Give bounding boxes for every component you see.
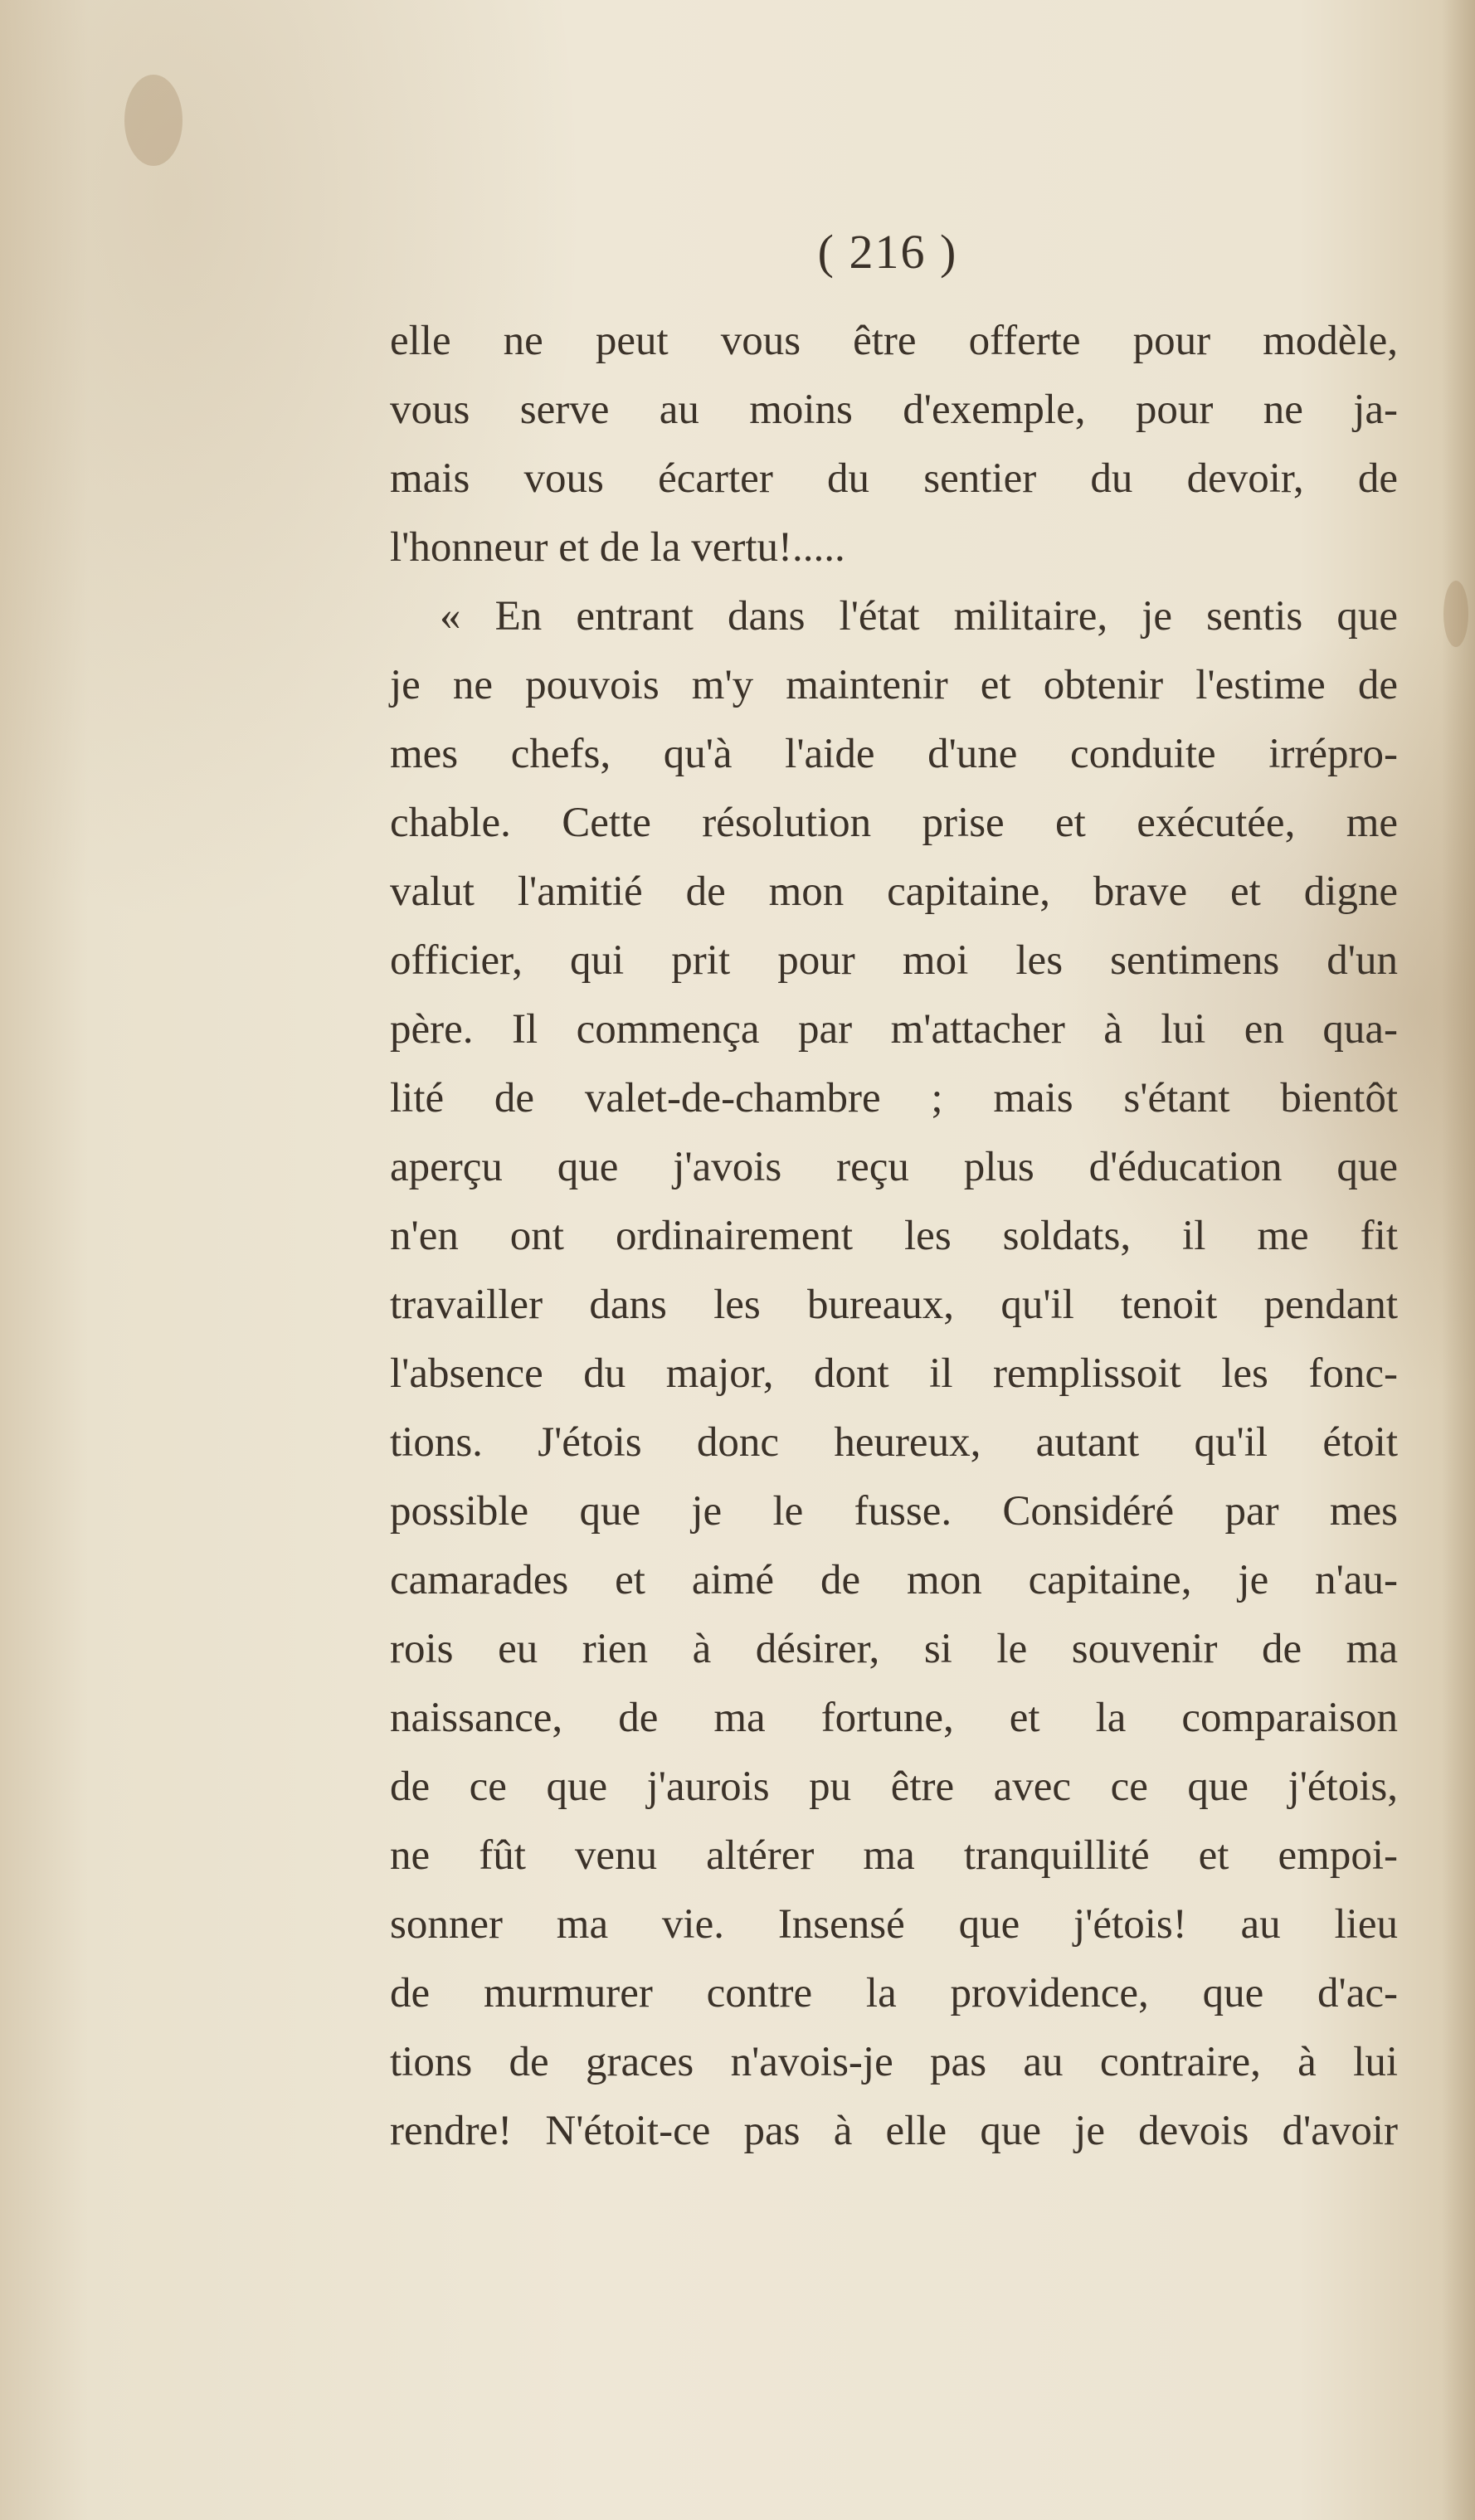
page-edge-shadow: [1442, 0, 1475, 2520]
text-line: « En entrant dans l'état militaire, je sentis que: [440, 593, 1398, 640]
text-line: valut l'amitié de mon capitaine, brave et digne: [390, 868, 1398, 915]
text-line: rendre! N'étoit-ce pas à elle que je devois d'avoir: [390, 2108, 1398, 2154]
text-line: naissance, de ma fortune, et la comparaison: [390, 1695, 1398, 1741]
text-line: elle ne peut vous être offerte pour modèle,: [390, 318, 1398, 364]
text-line: rois eu rien à désirer, si le souvenir de ma: [390, 1626, 1398, 1672]
text-line: ne fût venu altérer ma tranquillité et empoi-: [390, 1832, 1398, 1879]
body-text: [390, 307, 1398, 2166]
text-line: aperçu que j'avois reçu plus d'éducation que: [390, 1144, 1398, 1190]
text-line: père. Il commença par m'attacher à lui en qua-: [390, 1006, 1398, 1053]
page-number: ( 216 ): [817, 225, 958, 279]
text-line: camarades et aimé de mon capitaine, je n'au-: [390, 1557, 1398, 1603]
text-line: chable. Cette résolution prise et exécutée, me: [390, 800, 1398, 846]
text-line: mais vous écarter du sentier du devoir, de: [390, 455, 1398, 502]
text-line: possible que je le fusse. Considéré par mes: [390, 1488, 1398, 1535]
text-line: travailler dans les bureaux, qu'il tenoit pendant: [390, 1282, 1398, 1328]
text-line: tions. J'étois donc heureux, autant qu'il étoit: [390, 1419, 1398, 1466]
text-line: tions de graces n'avois-je pas au contraire, à lui: [390, 2039, 1398, 2085]
text-line: l'absence du major, dont il remplissoit les fonc-: [390, 1350, 1398, 1397]
text-line: officier, qui prit pour moi les sentimens d'un: [390, 937, 1398, 984]
text-line: je ne pouvois m'y maintenir et obtenir l'estime de: [390, 662, 1398, 708]
text-line: l'honneur et de la vertu!.....: [390, 524, 845, 571]
text-line: lité de valet-de-chambre ; mais s'étant bientôt: [390, 1075, 1398, 1121]
text-line: de murmurer contre la providence, que d'ac-: [390, 1970, 1398, 2016]
text-line: vous serve au moins d'exemple, pour ne ja-: [390, 387, 1398, 433]
foxing-stain: [124, 75, 183, 166]
text-line: n'en ont ordinairement les soldats, il me fit: [390, 1213, 1398, 1259]
text-line: sonner ma vie. Insensé que j'étois! au lieu: [390, 1901, 1398, 1948]
text-line: mes chefs, qu'à l'aide d'une conduite irrépro-: [390, 731, 1398, 777]
foxing-stain: [1443, 581, 1468, 647]
text-line: de ce que j'aurois pu être avec ce que j'étois,: [390, 1764, 1398, 1810]
